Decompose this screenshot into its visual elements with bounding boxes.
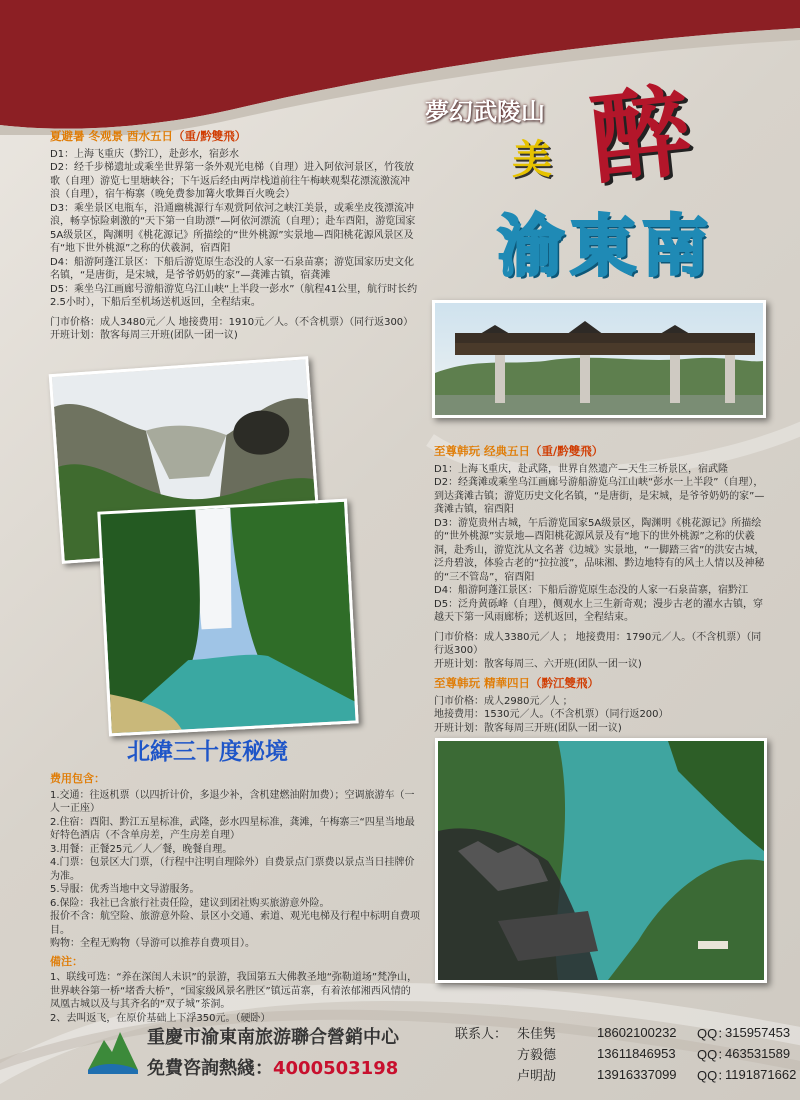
route2-title-a: 至尊韩玩 (434, 444, 480, 458)
route3-title-tag: （黔江雙飛） (530, 676, 600, 690)
route1-section (50, 130, 418, 343)
footer-org-name: 重慶市渝東南旅游聯合營銷中心 (147, 1027, 399, 1048)
includes-line-5: 5.导服：优秀当地中文导游服务。 (50, 884, 200, 895)
contact-row (455, 1043, 800, 1064)
includes-line-3: 3.用餐：正餐25元／人／餐，晚餐自理。 (50, 843, 233, 855)
includes-line-1: 1.交通：往返机票（以四折计价，多退少补，含机建燃油附加费）；空调旅游车（一人一正座） (50, 789, 415, 814)
includes-line-8: 购物：全程无购物（导游可以推荐自费项目）。 (50, 938, 255, 949)
contact-label: 联系人： (455, 1027, 508, 1042)
route2-price: 门市价格：成人3380元／人 ； 地接费用：1790元／人。（不含机票）（同行返300） (434, 631, 762, 656)
qq-number: 1191871662 (725, 1067, 797, 1082)
route2-day3: D3：游览贵州古城，午后游览国家5A级景区，陶渊明《桃花源记》所描绘的“世外桃源”实景地—酉阳桃花源风景及有“地下的世外桃源”之称的伏羲洞，赴秀山，游览沈从文名著《边城》实景地，“一脚踏三省”的洪安古城，泛舟碧波，体验古老的“拉拉渡”，品味湘、黔边地特有的风土人情以及神秘的“三不管岛”，宿酉阳 (434, 517, 765, 583)
hotline-number: 4000503198 (273, 1058, 399, 1079)
route3-price-line2: 地接费用：1530元／人。（不含机票）（同行返200） (434, 709, 669, 720)
route2-day2: D2：经龚滩或乘坐乌江画廊号游船游览乌江山峡“彭水一上半段”（自理），到达龚滩古镇；游览历史文化名镇，“是唐街，是宋城，是爷爷奶奶的家”—龚滩古镇，宿酉阳 (434, 477, 765, 515)
latitude-title: 北緯三十度秘境 (127, 739, 288, 765)
headline-beauty-char: 美 (512, 136, 552, 183)
notes-line-1: 1、联线可选：“养在深闺人未识”的景游，我国第五大佛教圣地“弥勒道场”梵净山，世界峡谷第一桥“堵香大桥”，“国家级风景名胜区”镇远苗寨，有着浓郁湘西风情的凤凰古城以及与其齐名的“双子城”茶洞。 (50, 972, 418, 1010)
route1-day3: D3：乘坐景区电瓶车，沿通幽桃源行车观赏阿依河之峡江美景，或乘坐皮筏漂流冲浪，畅享惊险刺激的“天下第一自助漂”—阿依河漂流（自理）；赴车酉阳，游览国家5A级景区，陶渊明《桃花源记》所描绘的“世外桃源”实景地—酉阳桃花源风景区及有“地下世外桃源”之称的伏羲洞，宿酉阳 (50, 202, 416, 254)
route1-title (50, 130, 418, 144)
route3-title-a: 至尊韩玩 (434, 676, 480, 690)
contact-phone: 13916337099 (597, 1067, 677, 1082)
contact-row (455, 1022, 800, 1043)
contact-phone: 18602100232 (597, 1025, 677, 1040)
footer-hotline (147, 1054, 398, 1080)
route1-day4: D4：船游阿蓬江景区：下船后游览原生态没的人家一石泉苗寨；游览国家历史文化名镇，“是唐街，是宋城，是爷爷奶奶的家”—龚滩古镇，宿龚滩 (50, 256, 415, 281)
headline-dream-wuling: 夢幻武陵山 (425, 97, 545, 126)
route1-schedule: 开班计划：散客每周三开班(团队一团一议) (50, 330, 238, 341)
route1-price: 门市价格：成人3480元／人 地接费用：1910元／人。（不含机票）（同行返300） (50, 316, 414, 328)
route2-day5: D5：泛舟黄砾峰（自理），侧观水上三生新奇观；漫步古老的濯水古镇，穿越天下第一风雨廊桥；送机返回，全程结束。 (434, 598, 764, 623)
contact-name: 方毅德 (517, 1048, 557, 1063)
contact-name: 朱佳隽 (517, 1027, 557, 1042)
qq-label: QQ： (697, 1026, 731, 1041)
route1-title-b: 酉水五日 (123, 129, 174, 143)
route3-title (434, 677, 768, 691)
route1-title-a: 夏避暑 冬观景 (50, 129, 124, 143)
qq-label: QQ： (697, 1068, 731, 1083)
route2-title (434, 445, 768, 459)
route1-day5: D5：乘坐乌江画廊号游船游览乌江山峡“上半段一彭水”（航程41公里，航行时长约2.5小时），下船后至机场送机返回，全程结束。 (50, 283, 418, 308)
route2-day4: D4：船游阿蓬江景区：下船后游览原生态没的人家一石泉苗寨，宿黔江 (434, 585, 749, 596)
includes-line-7: 报价不含：航空险、旅游意外险、景区小交通、索道、观光电梯及行程中标明自费项目。 (50, 911, 420, 936)
route1-day1: D1：上海飞重庆（黔江），赴彭水，宿彭水 (50, 148, 240, 160)
includes-title: 费用包含： (50, 772, 105, 785)
bridge-photo (432, 300, 766, 418)
route2-schedule: 开班计划：散客每周三、六开班(团队一团一议) (434, 658, 642, 670)
route3-schedule: 开班计划：散客每周三开班(团队一团一议) (434, 722, 622, 734)
route1-day2: D2：经千步梯遗址或乘坐世界第一条外观光电梯（自理）进入阿依河景区，竹筏放歌（自理）游览七里塘峡谷；下午返后经由两岸栈道前往午梅峡观梨花漂流激流冲浪（自理），宿午梅寨（晚免费参加篝火歌舞百火晚会） (50, 162, 415, 200)
headline-region: 渝東南 (498, 208, 714, 285)
notes-line-2: 2、去叫返飞，在原价基础上下浮350元。（硬卧） (50, 1012, 271, 1024)
route2-day1: D1：上海飞重庆，赴武隆，世界自然遗产—天生三桥景区，宿武隆 (434, 463, 729, 475)
river-town-photo (435, 738, 767, 983)
qq-number: 315957453 (725, 1025, 791, 1040)
route3-price-line1: 门市价格：成人2980元／人 ； (434, 695, 573, 707)
qq-number: 463531589 (725, 1046, 791, 1061)
notes-title: 備注： (50, 954, 83, 968)
headline-drunk-char: 醉 (584, 71, 697, 199)
contact-row (455, 1064, 800, 1085)
includes-line-4: 4.门票：包景区大门票，（行程中注明自理除外）自费景点门票费以景点当日挂牌价为准。 (50, 857, 415, 882)
includes-line-6: 6.保险：我社已含旅行社责任险，建议到团社购买旅游意外险。 (50, 897, 330, 909)
route2-section (434, 445, 768, 735)
river-gorge-photo (97, 499, 358, 737)
hotline-label: 免費咨詢熱綫： (147, 1058, 273, 1079)
route3-title-b: 精華四日 (480, 676, 531, 690)
route1-title-tag: （重/黔雙飛） (173, 129, 247, 143)
route2-title-tag: （重/黔雙飛） (530, 444, 604, 458)
contact-phone: 13611846953 (597, 1046, 676, 1061)
org-logo (86, 1022, 140, 1076)
contact-list (455, 1022, 800, 1085)
includes-section (50, 768, 420, 1025)
route2-title-b: 经典五日 (480, 444, 531, 458)
includes-line-2: 2.住宿：酉阳、黔江五星标准，武隆，彭水四星标准，龚滩，午梅寨三“四星当地最好特色酒店（不含单房差，产生房差自理） (50, 816, 415, 841)
qq-label: QQ： (697, 1047, 731, 1062)
contact-name: 卢明劼 (517, 1069, 557, 1084)
